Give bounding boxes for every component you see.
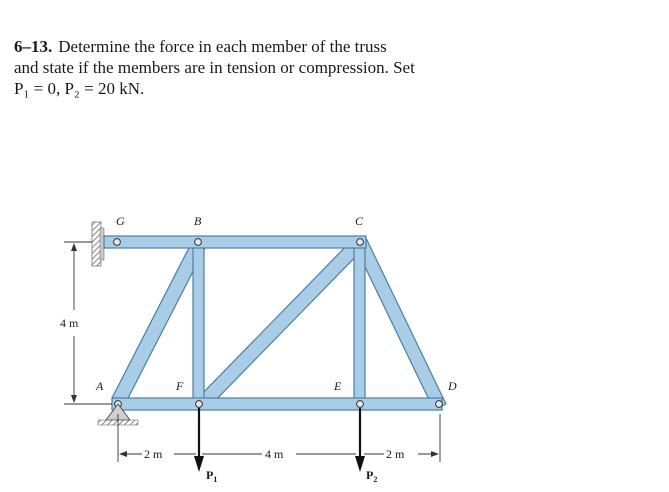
dim-span3-label: 2 m xyxy=(386,447,405,461)
load-p1-label: $P_1$ xyxy=(206,468,218,484)
dim-height-label: 4 m xyxy=(60,316,79,330)
problem-text-1: Determine the force in each member of the truss xyxy=(58,37,387,56)
load-p2-label: $P_2$ xyxy=(366,468,378,484)
joint-label-C: C xyxy=(355,214,364,228)
joint-label-G: G xyxy=(116,214,125,228)
pin-G xyxy=(114,239,121,246)
member-CD xyxy=(354,238,446,410)
member-AD xyxy=(112,398,442,410)
joint-label-B: B xyxy=(194,214,202,228)
joint-label-D: D xyxy=(448,379,457,393)
member-CE xyxy=(354,242,365,406)
joint-label-F: F xyxy=(176,379,184,393)
load-arrows xyxy=(194,408,365,472)
load-p2-head xyxy=(355,456,365,472)
member-GC xyxy=(104,236,366,248)
joint-label-A: A xyxy=(96,379,104,393)
load-p1-head xyxy=(194,456,204,472)
pin-E xyxy=(357,401,364,408)
member-AB xyxy=(112,238,206,406)
pin-D xyxy=(436,401,443,408)
pin-B xyxy=(195,239,202,246)
joint-label-E: E xyxy=(334,379,342,393)
member-BF xyxy=(193,242,204,406)
problem-number: 6–13. xyxy=(14,37,53,56)
dim-span2-label: 4 m xyxy=(265,447,284,461)
wall-support xyxy=(92,222,104,266)
pin-C xyxy=(357,239,364,246)
problem-line-2: and state if the members are in tension or compression. Set xyxy=(14,58,415,77)
dim-span1-label: 2 m xyxy=(144,447,163,461)
pin-F xyxy=(196,401,203,408)
problem-line-3: P₁ = 0, P₂ = 20 kN. xyxy=(14,79,145,98)
truss-members xyxy=(104,236,446,410)
